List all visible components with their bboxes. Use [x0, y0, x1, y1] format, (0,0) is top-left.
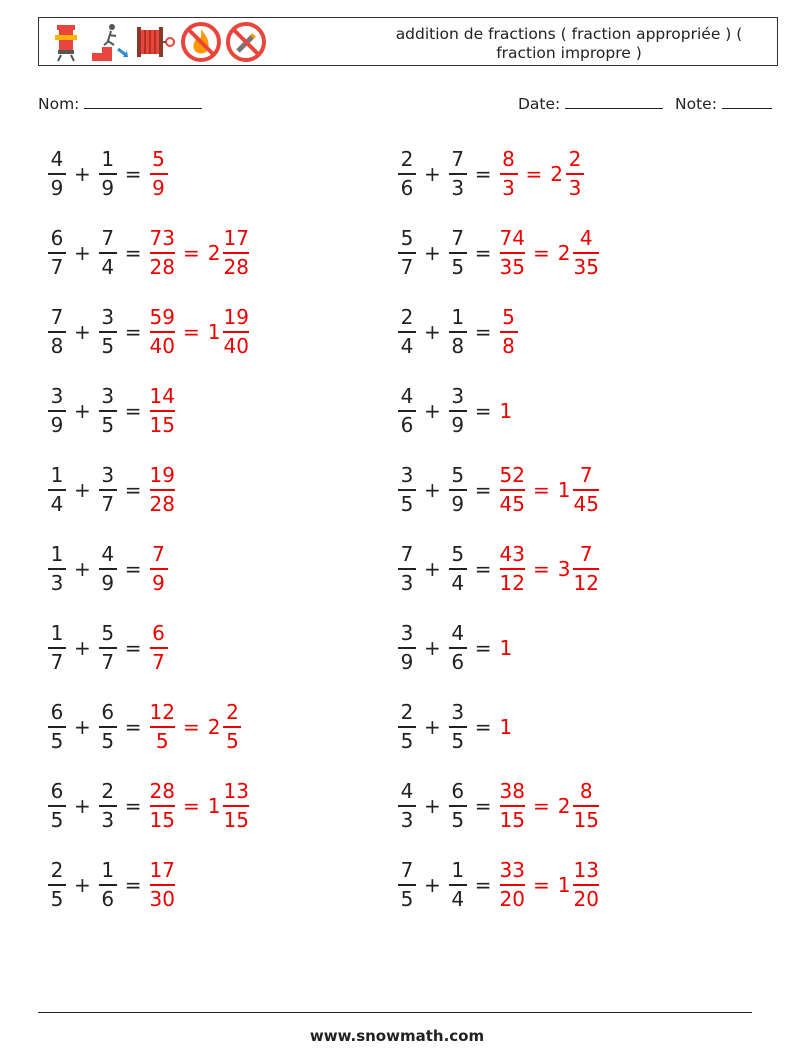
plus-sign: + [424, 557, 441, 581]
answer-mixed-fraction [223, 225, 248, 281]
fraction-addend-b [99, 620, 117, 676]
problem-item [396, 221, 601, 285]
equals-sign: = [532, 557, 550, 581]
equals-sign: = [182, 241, 200, 265]
denominator: 6 [451, 650, 465, 674]
numerator: 7 [101, 226, 115, 250]
numerator: 3 [101, 463, 115, 487]
answer-mixed-fraction [573, 462, 598, 518]
numerator: 1 [451, 305, 465, 329]
numerator: 6 [50, 779, 64, 803]
fraction-addend-b [449, 146, 467, 202]
denominator: 7 [50, 650, 64, 674]
fraction-addend-a [398, 225, 416, 281]
problem-item [46, 537, 170, 601]
numerator: 2 [568, 147, 582, 171]
fraction-addend-a [48, 462, 66, 518]
fraction-addend-b [99, 462, 117, 518]
numerator: 7 [579, 542, 593, 566]
denominator: 3 [502, 176, 515, 200]
answer-fraction [150, 304, 175, 360]
equals-sign: = [474, 241, 492, 265]
denominator: 8 [50, 334, 64, 358]
numerator: 5 [101, 621, 115, 645]
numerator: 2 [400, 700, 414, 724]
denominator: 5 [101, 334, 115, 358]
problem-item [46, 221, 251, 285]
equals-sign: = [474, 794, 492, 818]
fraction-addend-b [449, 225, 467, 281]
fraction-addend-b [99, 146, 117, 202]
numerator: 5 [400, 226, 414, 250]
denominator: 9 [101, 571, 115, 595]
numerator: 3 [50, 384, 64, 408]
numerator: 73 [149, 226, 175, 250]
denominator: 9 [451, 413, 465, 437]
numerator: 2 [226, 700, 239, 724]
denominator: 4 [400, 334, 414, 358]
numerator: 3 [400, 463, 414, 487]
denominator: 15 [149, 808, 175, 832]
equals-sign: = [474, 162, 492, 186]
equals-sign: = [124, 557, 142, 581]
problem-item [46, 853, 177, 917]
plus-sign: + [424, 241, 441, 265]
denominator: 5 [451, 255, 465, 279]
problem-item [396, 853, 601, 917]
answer-mixed-whole: 1 [207, 794, 221, 818]
denominator: 40 [149, 334, 175, 358]
numerator: 3 [451, 700, 465, 724]
denominator: 9 [451, 492, 465, 516]
fraction-addend-b [449, 462, 467, 518]
plus-sign: + [424, 162, 441, 186]
equals-sign: = [124, 320, 142, 344]
denominator: 3 [400, 571, 414, 595]
numerator: 74 [499, 226, 525, 250]
equals-sign: = [474, 399, 492, 423]
equals-sign: = [124, 162, 142, 186]
equals-sign: = [182, 320, 200, 344]
answer-mixed-whole: 2 [557, 241, 571, 265]
problem-item [46, 458, 177, 522]
fraction-addend-a [398, 857, 416, 913]
denominator: 45 [573, 492, 599, 516]
fraction-addend-b [449, 778, 467, 834]
numerator: 2 [101, 779, 115, 803]
numerator: 14 [149, 384, 175, 408]
numerator: 59 [149, 305, 175, 329]
numerator: 52 [499, 463, 525, 487]
denominator: 5 [451, 808, 465, 832]
denominator: 5 [400, 492, 414, 516]
numerator: 13 [223, 779, 249, 803]
answer-mixed-whole: 1 [207, 320, 221, 344]
equals-sign: = [124, 636, 142, 660]
answer-mixed-whole: 1 [557, 478, 571, 502]
plus-sign: + [74, 399, 91, 423]
numerator: 3 [101, 384, 115, 408]
plus-sign: + [424, 794, 441, 818]
equals-sign: = [182, 794, 200, 818]
answer-fraction [500, 225, 525, 281]
denominator: 3 [451, 176, 465, 200]
equals-sign: = [124, 873, 142, 897]
answer-fraction [500, 304, 518, 360]
numerator: 4 [50, 147, 64, 171]
problem-item [396, 142, 586, 206]
answer-fraction [500, 778, 525, 834]
numerator: 7 [451, 226, 465, 250]
numerator: 6 [50, 700, 64, 724]
problem-item [46, 616, 170, 680]
numerator: 8 [579, 779, 593, 803]
denominator: 30 [149, 887, 175, 911]
denominator: 35 [573, 255, 599, 279]
worksheet-title: addition de fractions ( fraction appropriée ) ( fraction impropre ) [395, 25, 743, 62]
denominator: 4 [451, 887, 465, 911]
denominator: 3 [101, 808, 115, 832]
fraction-addend-a [48, 146, 66, 202]
denominator: 8 [451, 334, 465, 358]
problem-item [396, 537, 601, 601]
equals-sign: = [124, 794, 142, 818]
problem-item [46, 774, 251, 838]
equals-sign: = [532, 241, 550, 265]
plus-sign: + [424, 873, 441, 897]
fraction-addend-a [48, 383, 66, 439]
equals-sign: = [474, 478, 492, 502]
answer-mixed-fraction [573, 225, 598, 281]
answer-mixed-fraction [223, 778, 248, 834]
numerator: 19 [223, 305, 249, 329]
fraction-addend-a [48, 541, 66, 597]
denominator: 5 [101, 729, 115, 753]
numerator: 6 [152, 621, 165, 645]
denominator: 9 [152, 176, 165, 200]
fraction-addend-a [398, 462, 416, 518]
denominator: 7 [400, 255, 414, 279]
numerator: 5 [502, 305, 515, 329]
answer-mixed-whole: 2 [207, 241, 221, 265]
equals-sign: = [182, 715, 200, 739]
answer-mixed-whole: 3 [557, 557, 571, 581]
footer-divider [38, 1012, 752, 1013]
denominator: 9 [152, 571, 165, 595]
denominator: 6 [400, 176, 414, 200]
denominator: 28 [149, 492, 175, 516]
denominator: 12 [499, 571, 525, 595]
answer-fraction [150, 462, 175, 518]
equals-sign: = [474, 636, 492, 660]
fraction-addend-a [398, 541, 416, 597]
equals-sign: = [532, 873, 550, 897]
denominator: 12 [573, 571, 599, 595]
denominator: 7 [101, 650, 115, 674]
numerator: 1 [50, 621, 64, 645]
denominator: 7 [152, 650, 165, 674]
denominator: 4 [50, 492, 64, 516]
denominator: 5 [155, 729, 169, 753]
numerator: 6 [101, 700, 115, 724]
equals-sign: = [532, 794, 550, 818]
denominator: 3 [50, 571, 64, 595]
numerator: 1 [101, 858, 115, 882]
equals-sign: = [525, 162, 543, 186]
footer-url: www.snowmath.com [309, 1027, 485, 1045]
denominator: 6 [400, 413, 414, 437]
denominator: 5 [50, 887, 64, 911]
numerator: 4 [101, 542, 115, 566]
denominator: 5 [50, 808, 64, 832]
fraction-addend-b [449, 383, 467, 439]
equals-sign: = [474, 715, 492, 739]
denominator: 15 [223, 808, 249, 832]
fraction-addend-b [99, 225, 117, 281]
note-label: Note: [675, 95, 717, 113]
denominator: 5 [226, 729, 239, 753]
equals-sign: = [532, 478, 550, 502]
numerator: 3 [451, 384, 465, 408]
plus-sign: + [424, 636, 441, 660]
numerator: 5 [451, 542, 465, 566]
fraction-addend-a [398, 383, 416, 439]
numerator: 1 [101, 147, 115, 171]
numerator: 4 [579, 226, 593, 250]
denominator: 20 [499, 887, 525, 911]
answer-whole: 1 [499, 636, 513, 660]
denominator: 20 [573, 887, 599, 911]
fraction-addend-a [48, 225, 66, 281]
denominator: 7 [101, 492, 115, 516]
name-label: Nom: [38, 95, 80, 113]
denominator: 28 [223, 255, 249, 279]
plus-sign: + [74, 320, 91, 344]
plus-sign: + [424, 478, 441, 502]
numerator: 19 [149, 463, 175, 487]
denominator: 9 [50, 413, 64, 437]
plus-sign: + [74, 241, 91, 265]
problem-item [396, 379, 513, 443]
numerator: 6 [451, 779, 465, 803]
denominator: 5 [101, 413, 115, 437]
denominator: 45 [499, 492, 525, 516]
answer-mixed-whole: 2 [557, 794, 571, 818]
numerator: 4 [400, 384, 414, 408]
denominator: 5 [400, 729, 414, 753]
denominator: 3 [568, 176, 582, 200]
denominator: 4 [451, 571, 465, 595]
plus-sign: + [424, 320, 441, 344]
answer-mixed-whole: 2 [207, 715, 221, 739]
fraction-addend-b [99, 541, 117, 597]
denominator: 5 [451, 729, 465, 753]
answer-mixed-fraction [223, 304, 248, 360]
numerator: 38 [499, 779, 525, 803]
numerator: 2 [50, 858, 64, 882]
plus-sign: + [74, 557, 91, 581]
denominator: 9 [101, 176, 115, 200]
fraction-addend-b [449, 620, 467, 676]
numerator: 43 [499, 542, 525, 566]
fraction-addend-a [48, 620, 66, 676]
problem-item [46, 142, 170, 206]
fraction-addend-a [398, 304, 416, 360]
numerator: 3 [400, 621, 414, 645]
denominator: 9 [400, 650, 414, 674]
numerator: 1 [451, 858, 465, 882]
denominator: 15 [573, 808, 599, 832]
denominator: 6 [101, 887, 115, 911]
answer-fraction [150, 699, 175, 755]
problem-item [396, 616, 513, 680]
equals-sign: = [124, 399, 142, 423]
numerator: 8 [502, 147, 515, 171]
answer-whole: 1 [499, 399, 513, 423]
problem-item [396, 774, 601, 838]
numerator: 12 [149, 700, 175, 724]
denominator: 9 [50, 176, 64, 200]
numerator: 17 [149, 858, 175, 882]
denominator: 40 [223, 334, 249, 358]
denominator: 35 [499, 255, 525, 279]
denominator: 8 [502, 334, 515, 358]
fraction-addend-b [449, 857, 467, 913]
fraction-addend-a [48, 857, 66, 913]
plus-sign: + [74, 873, 91, 897]
denominator: 5 [400, 887, 414, 911]
numerator: 4 [400, 779, 414, 803]
numerator: 7 [152, 542, 165, 566]
equals-sign: = [124, 715, 142, 739]
fraction-addend-a [398, 778, 416, 834]
answer-mixed-whole: 1 [557, 873, 571, 897]
equals-sign: = [124, 478, 142, 502]
denominator: 3 [400, 808, 414, 832]
denominator: 15 [499, 808, 525, 832]
answer-fraction [500, 541, 525, 597]
answer-mixed-fraction [573, 857, 598, 913]
denominator: 28 [149, 255, 175, 279]
answer-mixed-fraction [223, 699, 241, 755]
plus-sign: + [74, 478, 91, 502]
denominator: 5 [50, 729, 64, 753]
plus-sign: + [424, 715, 441, 739]
problem-item [46, 300, 251, 364]
numerator: 1 [50, 542, 64, 566]
answer-fraction [150, 225, 175, 281]
numerator: 6 [50, 226, 64, 250]
fraction-addend-b [99, 699, 117, 755]
answer-mixed-whole: 2 [550, 162, 564, 186]
answer-fraction [150, 620, 168, 676]
fraction-addend-b [449, 304, 467, 360]
answer-fraction [500, 146, 518, 202]
numerator: 7 [579, 463, 593, 487]
answer-fraction [150, 383, 175, 439]
equals-sign: = [124, 241, 142, 265]
fraction-addend-a [48, 778, 66, 834]
fraction-addend-b [99, 383, 117, 439]
numerator: 13 [573, 858, 599, 882]
numerator: 5 [451, 463, 465, 487]
fraction-addend-b [99, 857, 117, 913]
answer-fraction [500, 462, 525, 518]
plus-sign: + [74, 162, 91, 186]
denominator: 7 [50, 255, 64, 279]
fraction-addend-b [449, 699, 467, 755]
numerator: 5 [152, 147, 165, 171]
equals-sign: = [474, 320, 492, 344]
denominator: 15 [149, 413, 175, 437]
answer-fraction [500, 857, 525, 913]
date-label: Date: [518, 95, 561, 113]
numerator: 1 [50, 463, 64, 487]
fraction-addend-a [398, 146, 416, 202]
numerator: 28 [149, 779, 175, 803]
answer-mixed-fraction [573, 778, 598, 834]
problem-item [46, 379, 177, 443]
fraction-addend-b [99, 304, 117, 360]
numerator: 7 [400, 542, 414, 566]
fraction-addend-a [398, 620, 416, 676]
equals-sign: = [474, 557, 492, 581]
fraction-addend-b [449, 541, 467, 597]
problem-item [396, 458, 601, 522]
numerator: 4 [451, 621, 465, 645]
answer-fraction [150, 778, 175, 834]
answer-mixed-fraction [573, 541, 598, 597]
numerator: 7 [50, 305, 64, 329]
plus-sign: + [74, 636, 91, 660]
answer-fraction [150, 146, 168, 202]
problem-item [396, 300, 520, 364]
numerator: 33 [499, 858, 525, 882]
fraction-addend-a [48, 304, 66, 360]
fraction-addend-a [48, 699, 66, 755]
numerator: 7 [400, 858, 414, 882]
problem-item [396, 695, 513, 759]
denominator: 4 [101, 255, 115, 279]
problem-item [46, 695, 243, 759]
answer-mixed-fraction [566, 146, 584, 202]
answer-whole: 1 [499, 715, 513, 739]
fraction-addend-a [398, 699, 416, 755]
numerator: 2 [400, 147, 414, 171]
answer-fraction [150, 857, 175, 913]
answer-fraction [150, 541, 168, 597]
plus-sign: + [424, 399, 441, 423]
numerator: 17 [223, 226, 249, 250]
plus-sign: + [74, 715, 91, 739]
numerator: 3 [101, 305, 115, 329]
numerator: 2 [400, 305, 414, 329]
numerator: 7 [451, 147, 465, 171]
fraction-addend-b [99, 778, 117, 834]
plus-sign: + [74, 794, 91, 818]
equals-sign: = [474, 873, 492, 897]
